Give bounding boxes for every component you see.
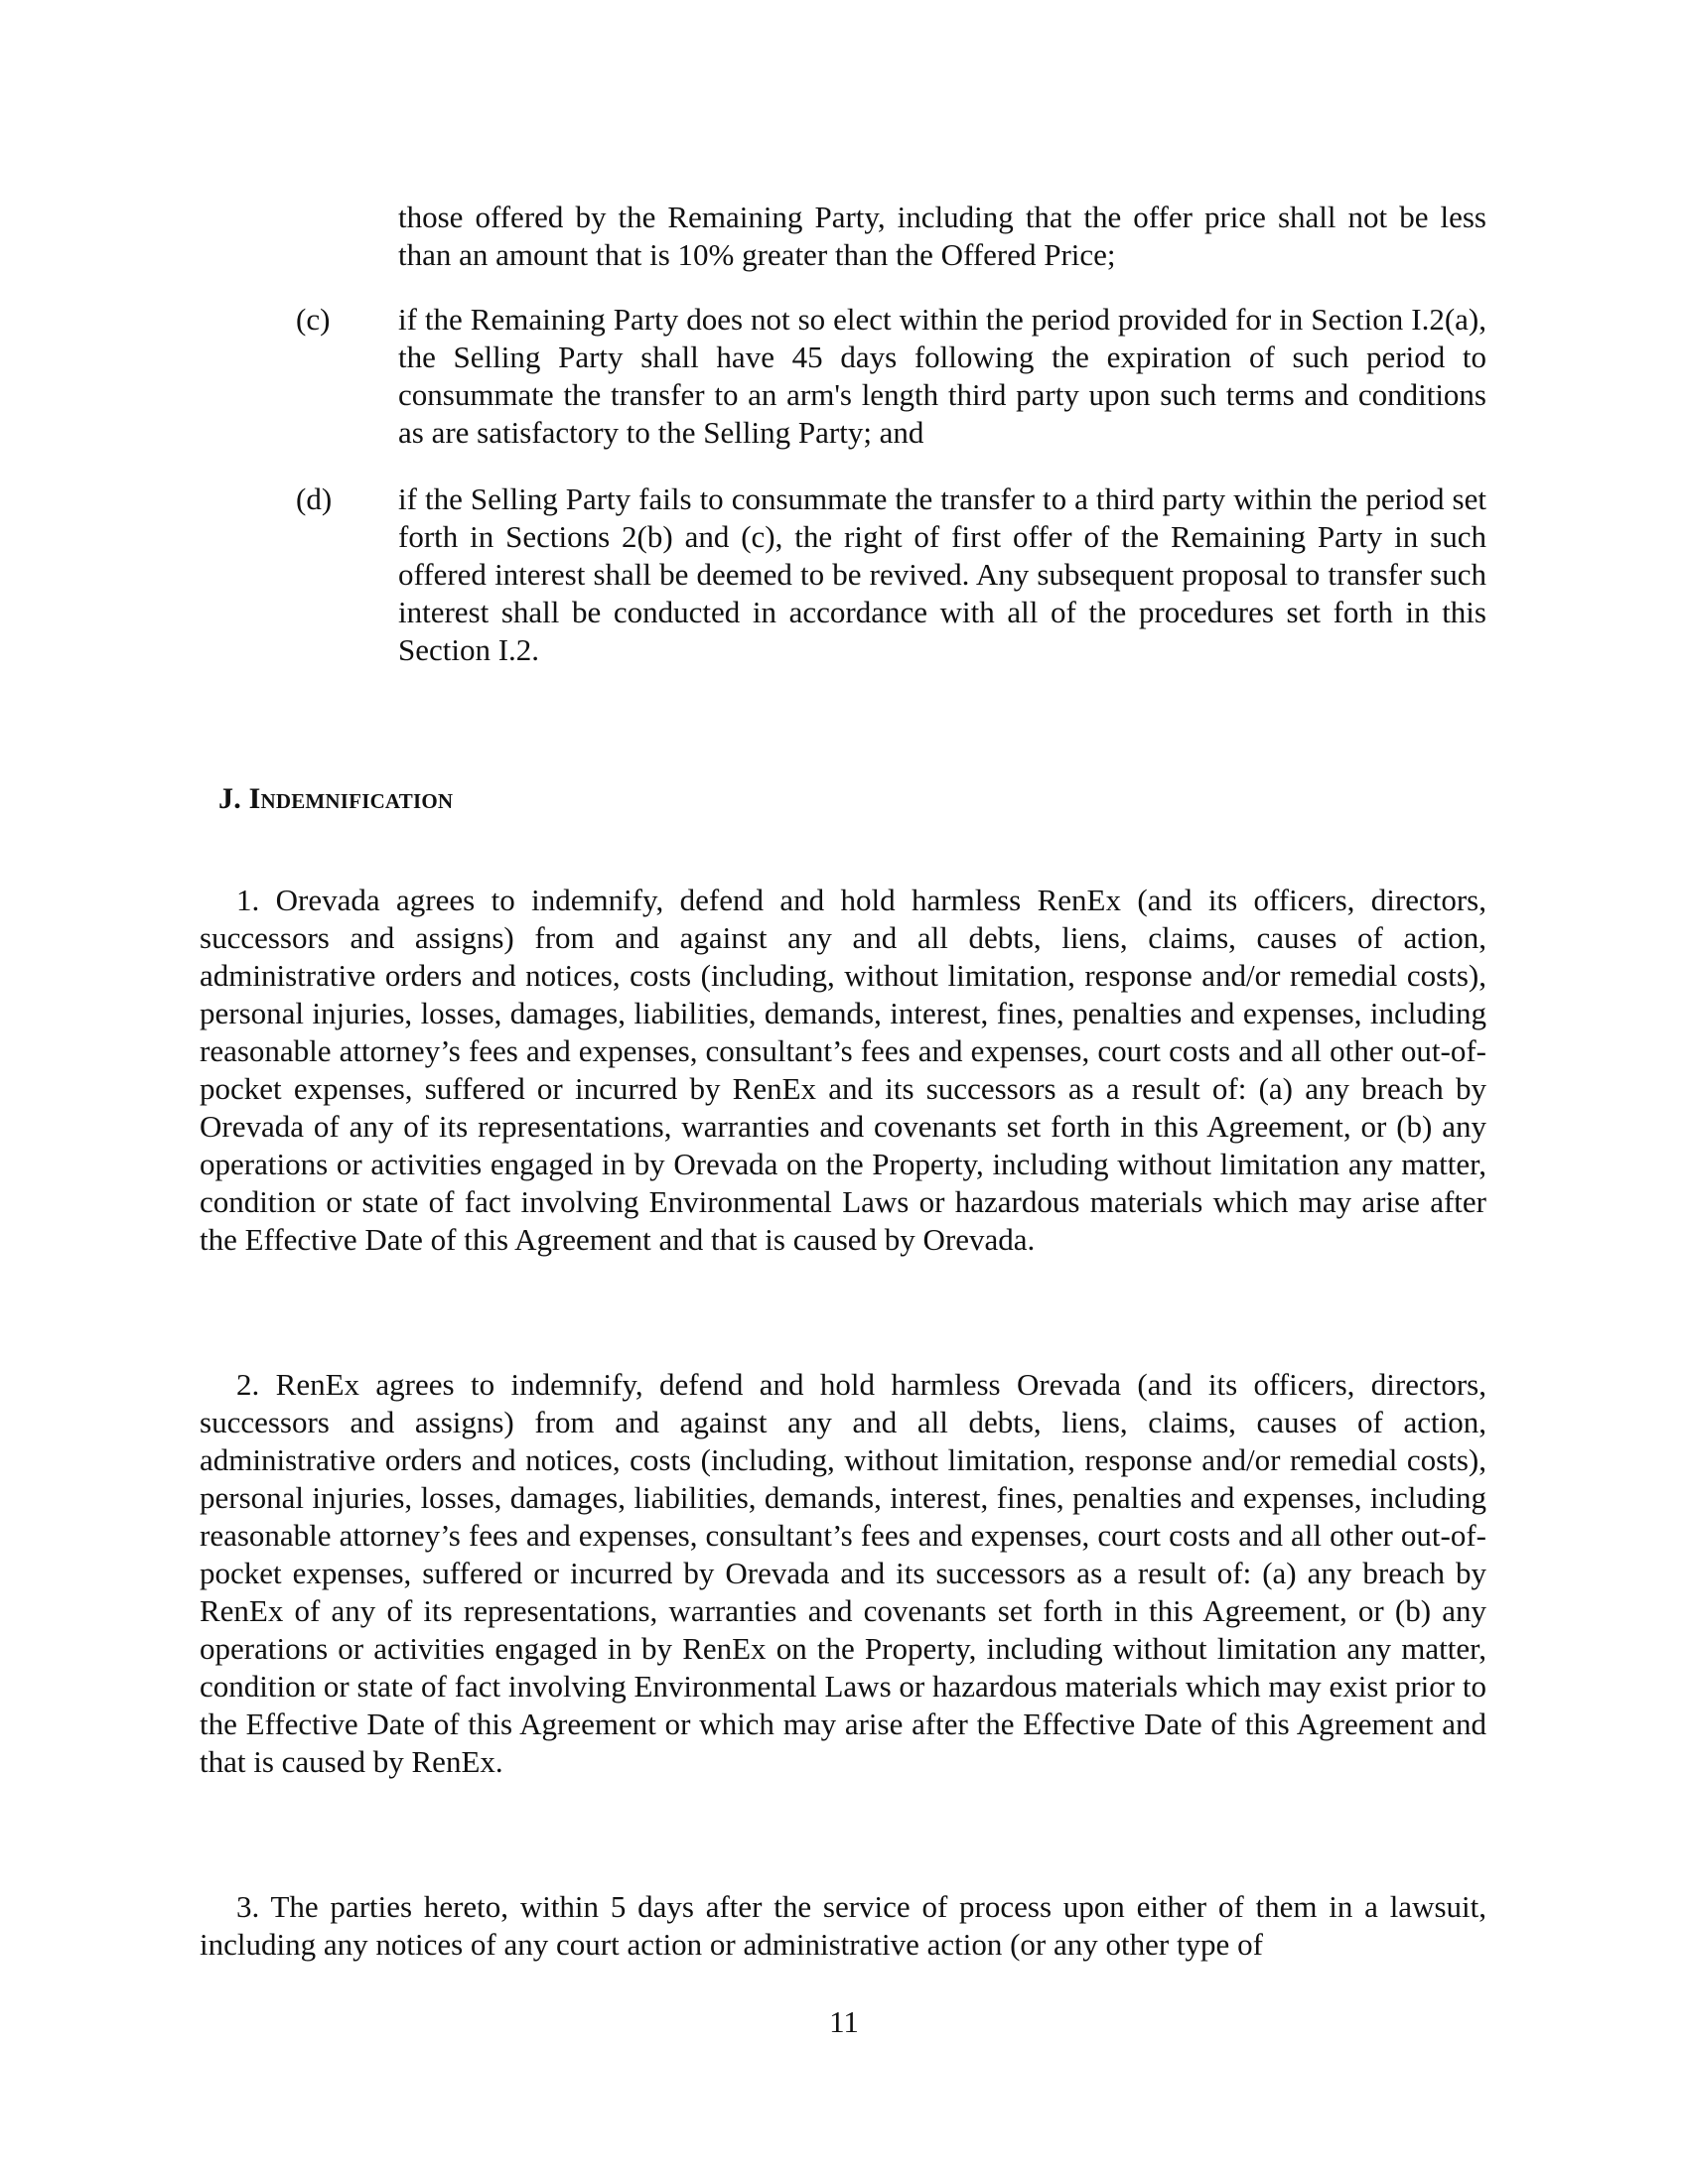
- list-item-text: if the Selling Party fails to consummate the transfer to a third party within the period set forth in Sections 2(b) and (c), the right of first offer of the Remaining Party in such offered interest shall be deemed to be revived. Any subsequent proposal to transfer such interest shall be conducted in accordance with all of the procedures set forth in this Section I.2.: [398, 481, 1486, 667]
- paragraph-2: [200, 1366, 1486, 1781]
- section-heading: J. Indemnification: [218, 782, 454, 815]
- paragraph-3: [200, 1888, 1486, 1964]
- list-marker: (c): [296, 302, 331, 337]
- list-item-c: [296, 301, 1486, 452]
- page-number: 11: [829, 2004, 859, 2039]
- paragraph-1: [200, 882, 1486, 1259]
- paragraph-text: 2. RenEx agrees to indemnify, defend and hold harmless Orevada (and its officers, directors, successors and assigns) from and against any and all debts, liens, claims, causes of action, administrative orders and notices, costs (including, without limitation, response and/or remedial costs), personal injuries, losses, damages, liabilities, demands, interest, fines, penalties and expenses, including reasonable attorney’s fees and expenses, consultant’s fees and expenses, court costs and all other out-of-pocket expenses, suffered or incurred by Orevada and its successors as a result of: (a) any breach by RenEx of any of its representations, warranties and covenants set forth in this Agreement, or (b) any operations or activities engaged in by RenEx on the Property, including without limitation any matter, condition or state of fact involving Environmental Laws or hazardous materials which may exist prior to the Effective Date of this Agreement or which may arise after the Effective Date of this Agreement and that is caused by RenEx.: [200, 1367, 1486, 1779]
- continued-clause-text: those offered by the Remaining Party, including that the offer price shall not be less than an amount that is 10% greater than the Offered Price;: [398, 200, 1486, 272]
- list-marker: (d): [296, 481, 333, 516]
- paragraph-text: 3. The parties hereto, within 5 days after the service of process upon either of them in a lawsuit, including any notices of any court action or administrative action (or any other type of: [200, 1889, 1486, 1962]
- paragraph-text: 1. Orevada agrees to indemnify, defend and hold harmless RenEx (and its officers, directors, successors and assigns) from and against any and all debts, liens, claims, causes of action, administrative orders and notices, costs (including, without limitation, response and/or remedial costs), personal injuries, losses, damages, liabilities, demands, interest, fines, penalties and expenses, including reasonable attorney’s fees and expenses, consultant’s fees and expenses, court costs and all other out-of-pocket expenses, suffered or incurred by RenEx and its successors as a result of: (a) any breach by Orevada of any of its representations, warranties and covenants set forth in this Agreement, or (b) any operations or activities engaged in by Orevada on the Property, including without limitation any matter, condition or state of fact involving Environmental Laws or hazardous materials which may arise after the Effective Date of this Agreement and that is caused by Orevada.: [200, 883, 1486, 1257]
- list-item-text: if the Remaining Party does not so elect within the period provided for in Section I.2(a), the Selling Party shall have 45 days following the expiration of such period to consummate the transfer to an arm's length third party upon such terms and conditions as are satisfactory to the Selling Party; and: [398, 302, 1486, 450]
- list-item-d: [296, 480, 1486, 669]
